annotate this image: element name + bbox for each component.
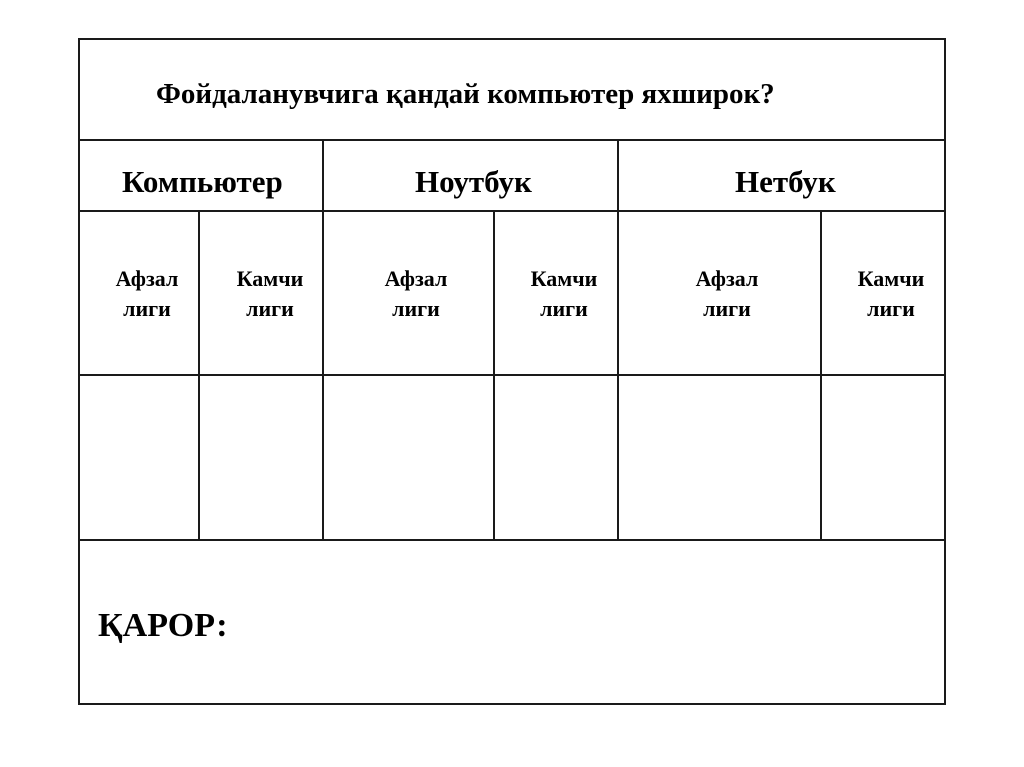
answer-cell-netbook-disadvantages[interactable] — [822, 376, 944, 539]
computer-advantages-label — [92, 264, 202, 324]
answer-cell-netbook-advantages[interactable] — [619, 376, 820, 539]
computer-disadvantages-line1: Камчи — [236, 266, 304, 291]
row-divider-title — [78, 139, 946, 141]
answer-cell-computer-disadvantages[interactable] — [200, 376, 322, 539]
computer-disadvantages-label — [215, 264, 325, 324]
laptop-disadvantages-line2: лиги — [540, 296, 588, 321]
computer-advantages-line2: лиги — [123, 296, 171, 321]
computer-advantages-line1: Афзал — [115, 266, 179, 291]
question-title: Фойдаланувчига қандай компьютер яхширок? — [156, 78, 775, 110]
netbook-advantages-line1: Афзал — [695, 266, 759, 291]
laptop-advantages-label — [361, 264, 471, 324]
netbook-advantages-line2: лиги — [703, 296, 751, 321]
laptop-disadvantages-label — [509, 264, 619, 324]
laptop-disadvantages-line1: Камчи — [530, 266, 598, 291]
column-header-laptop: Ноутбук — [415, 164, 532, 199]
answer-cell-laptop-disadvantages[interactable] — [495, 376, 617, 539]
column-header-computer: Компьютер — [122, 164, 283, 199]
netbook-disadvantages-label — [836, 264, 946, 324]
netbook-disadvantages-line1: Камчи — [857, 266, 925, 291]
netbook-advantages-label — [672, 264, 782, 324]
decision-answer-area[interactable] — [240, 541, 944, 703]
laptop-advantages-line1: Афзал — [384, 266, 448, 291]
answer-cell-laptop-advantages[interactable] — [324, 376, 493, 539]
netbook-disadvantages-line2: лиги — [867, 296, 915, 321]
answer-cell-computer-advantages[interactable] — [80, 376, 198, 539]
row-divider-columns — [78, 210, 946, 212]
column-header-netbook: Нетбук — [735, 164, 836, 199]
decision-label: ҚАРОР: — [98, 607, 228, 644]
laptop-advantages-line2: лиги — [392, 296, 440, 321]
computer-disadvantages-line2: лиги — [246, 296, 294, 321]
